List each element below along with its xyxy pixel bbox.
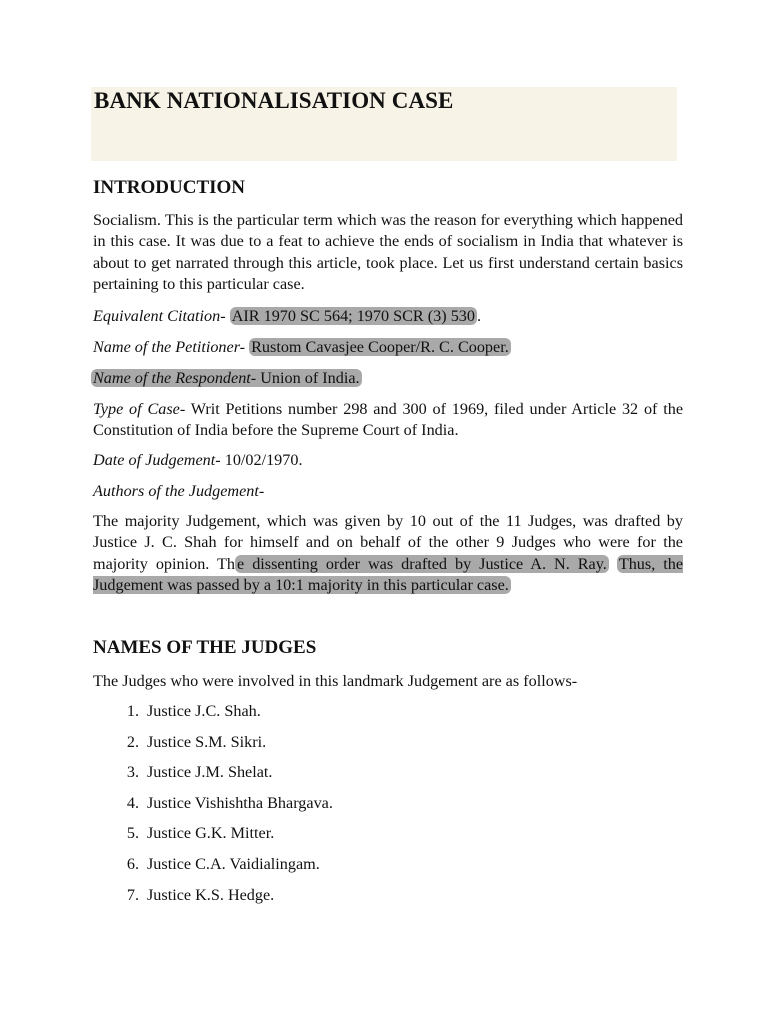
judges-intro: The Judges who were involved in this landmark Judgement are as follows- — [93, 672, 578, 690]
petitioner-line — [93, 337, 511, 358]
majority-text: The majority Judgement, which was given by 10 out of the 11 Judges, was drafted by Justice J. C. Shah for himself and on behalf of the other 9 Judges who were for the majority opinion. Th — [93, 512, 683, 573]
list-number: 3. — [126, 763, 139, 782]
list-item — [93, 854, 333, 885]
respondent-value: Union of India. — [256, 369, 360, 387]
dissent-highlight: e dissenting order was drafted by Justice A. N. Ray. — [237, 554, 607, 573]
majority-paragraph — [93, 511, 683, 596]
judge-name: Justice G.K. Mitter. — [147, 824, 275, 843]
document-title: BANK NATIONALISATION CASE — [94, 88, 454, 113]
respondent-label: Name of the Respondent- — [93, 369, 257, 387]
date-value: 10/02/1970. — [220, 451, 303, 469]
majority-highlight: Thus, the Judgement was passed by a 10:1 majority in this particular case. — [93, 554, 684, 594]
respondent-highlight — [91, 369, 362, 387]
list-item — [93, 885, 333, 916]
list-item — [93, 732, 333, 763]
title-banner — [91, 87, 677, 161]
type-label: Type of Case- — [93, 400, 186, 418]
respondent-line — [91, 368, 362, 389]
list-item — [93, 701, 333, 732]
list-number: 7. — [126, 885, 139, 904]
authors-line — [93, 481, 264, 502]
petitioner-value: Rustom Cavasjee Cooper/R. C. Cooper. — [251, 338, 509, 356]
date-label: Date of Judgement- — [93, 451, 221, 469]
list-number: 5. — [126, 824, 139, 843]
citation-label: Equivalent Citation- — [93, 307, 226, 325]
citation-line — [93, 306, 481, 327]
judge-name: Justice Vishishtha Bhargava. — [147, 793, 333, 812]
introduction-paragraph: Socialism. This is the particular term which was the reason for everything which happened in this case. It was due to a feat to achieve the ends of socialism in India that whatever is about to get narrated through this article, took place. Let us first understand certain basics pertaining to this particular case. — [93, 211, 683, 293]
judge-name: Justice C.A. Vaidialingam. — [147, 854, 320, 873]
petitioner-label: Name of the Petitioner- — [93, 338, 246, 356]
type-of-case-paragraph — [93, 399, 683, 442]
list-number: 2. — [126, 732, 139, 751]
introduction-heading: INTRODUCTION — [93, 177, 246, 198]
list-number: 6. — [126, 854, 139, 873]
judges-heading: NAMES OF THE JUDGES — [93, 637, 317, 658]
judge-name: Justice J.M. Shelat. — [147, 763, 273, 782]
list-item — [93, 823, 333, 854]
citation-tail: . — [476, 307, 482, 325]
list-item — [93, 762, 333, 793]
list-item — [93, 793, 333, 824]
authors-label: Authors of the Judgement- — [93, 482, 265, 500]
list-number: 4. — [126, 793, 139, 812]
citation-value: AIR 1970 SC 564; 1970 SCR (3) 530 — [231, 307, 475, 325]
judge-name: Justice S.M. Sikri. — [147, 732, 267, 751]
judges-list — [93, 701, 333, 915]
type-value: Writ Petitions number 298 and 300 of 1969, filed under Article 32 of the Constitution of India before the Supreme Court of India. — [93, 400, 683, 440]
judge-name: Justice K.S. Hedge. — [147, 885, 275, 904]
date-line — [93, 450, 303, 471]
list-number: 1. — [126, 702, 139, 720]
judge-name: Justice J.C. Shah. — [147, 702, 261, 720]
